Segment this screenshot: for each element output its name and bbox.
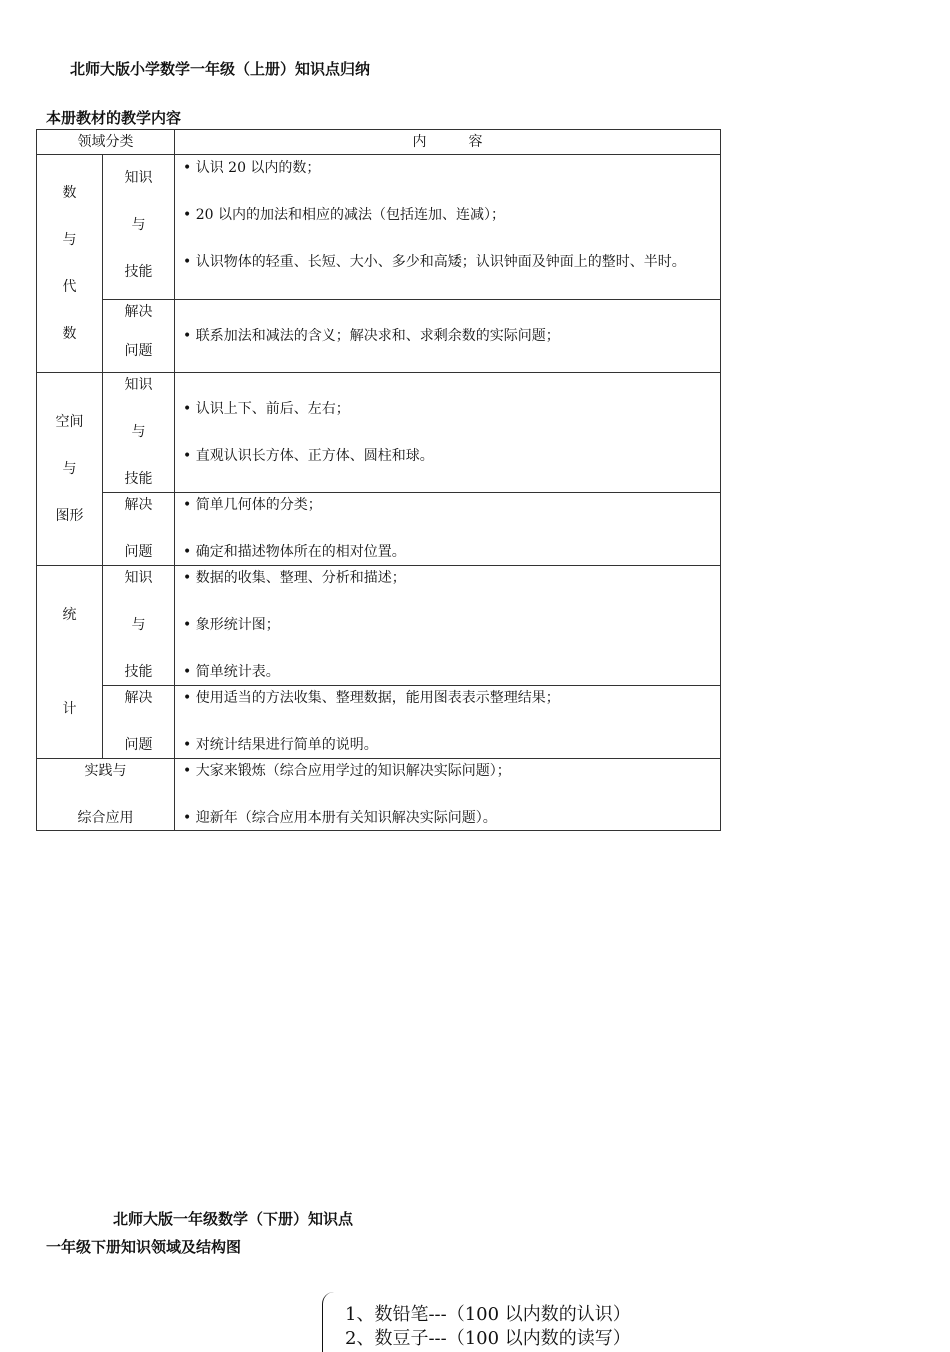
- page-title: 北师大版小学数学一年级（上册）知识点归纳: [70, 60, 371, 78]
- subcategory-knowledge: 知识 与 技能: [103, 566, 175, 686]
- structure-item: 1、数铅笔---（100 以内数的认识）: [345, 1304, 631, 1325]
- table-row: [37, 493, 721, 566]
- header-domain: 领域分类: [37, 130, 175, 155]
- section-heading: 一年级下册知识领域及结构图: [46, 1238, 242, 1256]
- domain-statistics: 统 计: [37, 566, 103, 759]
- content-cell: • 联系加法和减法的含义；解决求和、求剩余数的实际问题；: [175, 300, 721, 373]
- brace-bracket: [322, 1292, 335, 1352]
- content-cell: • 数据的收集、整理、分析和描述； • 象形统计图； • 简单统计表。: [175, 566, 721, 686]
- structure-item: 2、数豆子---（100 以内数的读写）: [345, 1328, 631, 1349]
- table-header-row: [37, 130, 721, 155]
- section-title: 北师大版一年级数学（下册）知识点: [113, 1210, 354, 1228]
- table-row: [37, 373, 721, 493]
- content-cell: • 使用适当的方法收集、整理数据，能用图表表示整理结果； • 对统计结果进行简单的说明。: [175, 686, 721, 759]
- subcategory-problem: 解决 问题: [103, 493, 175, 566]
- content-cell: • 认识上下、前后、左右； • 直观认识长方体、正方体、圆柱和球。: [175, 373, 721, 493]
- domain-space-shape: 空间 与 图形: [37, 373, 103, 566]
- subcategory-problem: 解决 问题: [103, 300, 175, 373]
- subcategory-knowledge: 知识 与 技能: [103, 155, 175, 300]
- domain-practice: 实践与 综合应用: [37, 759, 175, 831]
- content-cell: • 认识 20 以内的数； • 20 以内的加法和相应的减法（包括连加、连减）； • 认识物体的轻重、长短、大小、多少和高矮；认识钟面及钟面上的整时、半时。: [175, 155, 721, 300]
- content-cell: • 简单几何体的分类； • 确定和描述物体所在的相对位置。: [175, 493, 721, 566]
- subcategory-problem: 解决 问题: [103, 686, 175, 759]
- table-row: [37, 155, 721, 300]
- domain-number-algebra: 数 与 代 数: [37, 155, 103, 373]
- subcategory-knowledge: 知识 与 技能: [103, 373, 175, 493]
- section-heading: 本册教材的教学内容: [46, 109, 182, 127]
- header-content: 内 容: [175, 130, 721, 155]
- content-cell: • 大家来锻炼（综合应用学过的知识解决实际问题）； • 迎新年（综合应用本册有关知识解决实际问题）。: [175, 759, 721, 831]
- table-row: [37, 300, 721, 373]
- table-row: [37, 759, 721, 831]
- curriculum-table: [36, 129, 721, 831]
- table-row: [37, 686, 721, 759]
- table-row: [37, 566, 721, 686]
